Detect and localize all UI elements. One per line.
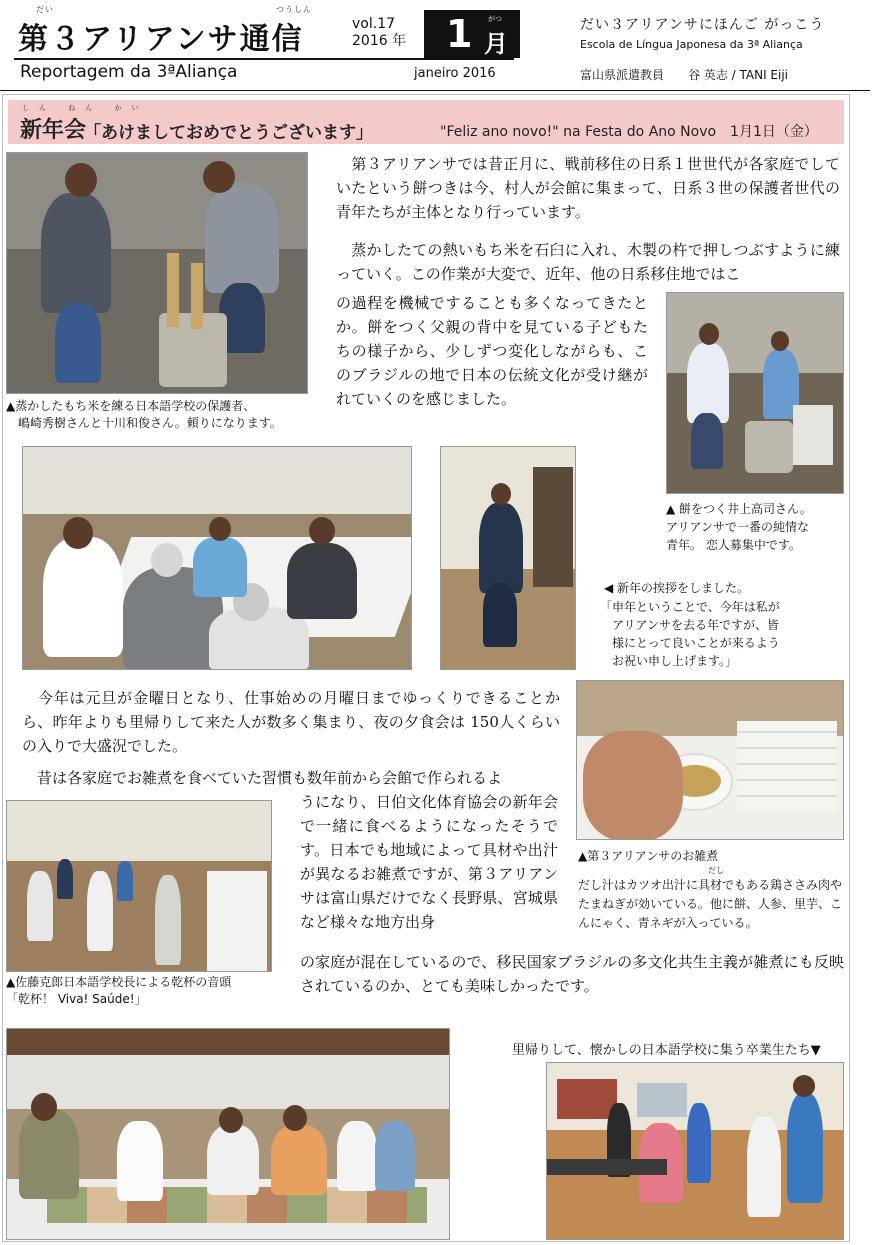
- caption-graduates: 里帰りして、懐かしの日本語学校に集う卒業生たち▼: [512, 1043, 821, 1058]
- photo-toast: [6, 800, 272, 972]
- month-badge: [424, 10, 520, 58]
- caption-mochi-left: ▲蒸かしたもち米を練る日本語学校の保護者、 嶋崎秀樹さんと十川和俊さん。頼りになります。: [6, 399, 282, 430]
- article-paragraph-4c: の家庭が混在しているので、移民国家ブラジルの多文化共生主義が雑煮にも反映されているのか、とても美味しかったです。: [300, 953, 844, 995]
- photo-mochi-pounding-right: [666, 292, 844, 494]
- section-ruby: しん ねん かい: [22, 104, 149, 112]
- month-number: 1: [446, 12, 473, 56]
- title-ruby-right: つうしん: [276, 5, 312, 14]
- photo-ozoni-soup: [576, 680, 844, 840]
- school-name-pt: Escola de Língua Japonesa da 3ª Aliança: [580, 38, 803, 51]
- caption-toast: ▲佐藤克郎日本語学校長による乾杯の音頭 「乾杯！ Viva! Saúde!」: [6, 975, 232, 1006]
- photo-new-year-speech: [440, 446, 576, 670]
- month-unit: 月: [484, 30, 508, 58]
- caption-mochi-right: ▲ 餅をつく井上高司さん。 アリアンサで一番の純情な 青年。 恋人募集中です。: [666, 502, 812, 552]
- teacher-credit: 富山県派遣教員 谷 英志 / TANI Eiji: [580, 68, 789, 82]
- volume-number: vol.17: [352, 16, 396, 32]
- article-paragraph-2a: 蒸かしたての熱いもち米を石臼に入れ、木製の杵で押しつぶすように練っていく。この作業が大変で、近年、他の日系移住地ではこ: [336, 241, 840, 283]
- issue-date: janeiro 2016: [414, 66, 496, 81]
- newsletter-subtitle: Reportagem da 3ªAliança: [20, 62, 238, 82]
- caption-dashi-ruby: だし: [708, 866, 724, 875]
- photo-buffet: [6, 1028, 450, 1240]
- caption-greeting-head: ◀ 新年の挨拶をしました。: [604, 581, 750, 595]
- article-paragraph-3: 今年は元旦が金曜日となり、仕事始めの月曜日までゆっくりできることから、昨年よりも里帰りして来た人が数多く集まり、夜の夕食会は 150人くらいの入りで大盛況でした。: [22, 689, 560, 755]
- article-paragraph-4a: 昔は各家庭でお雑煮を食べていた習慣も数年前から会館で作られるよ: [22, 769, 503, 787]
- volume-info: [352, 16, 406, 50]
- article-paragraph-4b: うになり、日伯文化体育協会の新年会で一緒に食べるようになったそうです。日本でも地域によって具材や出汁が異なるお雑煮ですが、第３アリアンサは富山県だけでなく長野県、宮城県など様々な地方出身: [300, 793, 558, 931]
- issue-year: 2016 年: [352, 33, 407, 49]
- section-title: 新年会: [20, 118, 87, 143]
- photo-graduates: [546, 1062, 844, 1240]
- photo-new-year-dinner: [22, 446, 412, 670]
- caption-greeting-body: 「申年ということで、今年は私が アリアンサを去る年ですが、皆 様にとって良いことが来るよう お祝い申し上げます。」: [600, 600, 780, 668]
- article-paragraph-2b: の過程を機械ですることも多くなってきたとか。餅をつく父親の背中を見ている子どもたちの様子から、少しずつ変化しながらも、このブラジルの地で日本の伝統文化が受け継がれていくのを感じました。: [336, 294, 648, 408]
- school-name-jp: だい３アリアンサにほんご がっこう: [580, 17, 825, 33]
- title-ruby-left: だい: [36, 5, 54, 14]
- caption-ozoni-body: だし汁はカツオ出汁に具材でもある鶏ささみ肉やたまねぎが効いている。他に餅、人参、里芋、こんにゃく、青ネギが入っている。: [578, 878, 843, 930]
- photo-mochi-pounding: [6, 152, 308, 394]
- masthead-divider: [14, 58, 514, 60]
- newsletter-title: 第３アリアンサ通信: [18, 22, 304, 57]
- section-greeting-jp: 「あけましておめでとうございます」: [84, 123, 373, 143]
- caption-ozoni-title: ▲第３アリアンサのお雑煮: [578, 849, 719, 863]
- month-ruby: がつ: [488, 15, 502, 23]
- header-rule: [0, 90, 870, 91]
- section-greeting-pt: "Feliz ano novo!" na Festa do Ano Novo 1月1日（金）: [440, 124, 818, 140]
- article-paragraph-1: 第３アリアンサでは昔正月に、戦前移住の日系１世世代が各家庭でしていたという餅つきは今、村人が会館に集まって、日系３世の保護者世代の青年たちが主体となり行っています。: [336, 155, 840, 221]
- school-info: [580, 14, 870, 51]
